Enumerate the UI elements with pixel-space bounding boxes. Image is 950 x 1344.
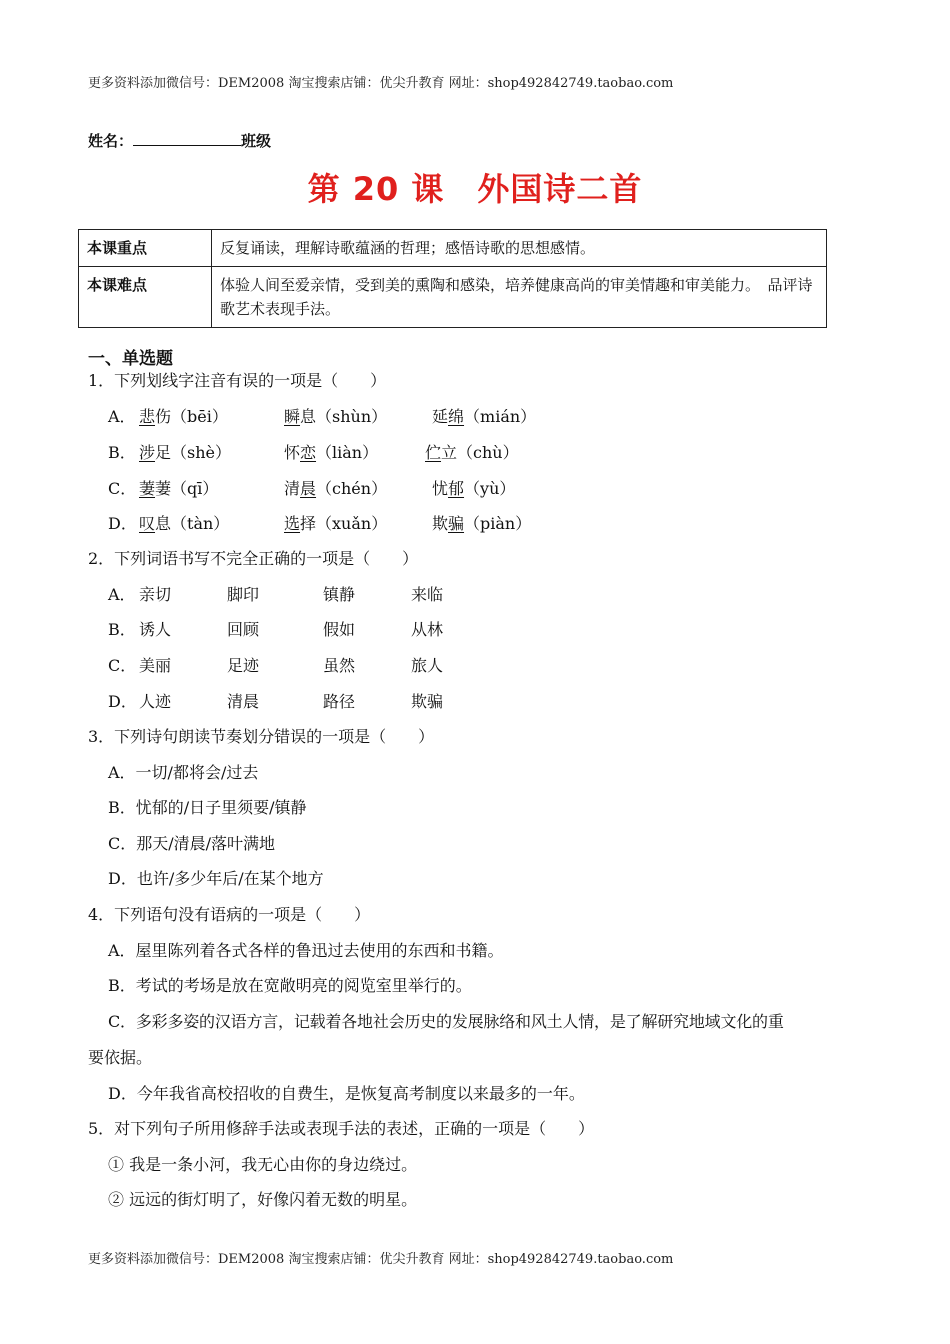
q3-option-b: B．忧郁的/日子里须要/镇静	[108, 798, 307, 817]
q1-label-b: B．	[108, 443, 136, 462]
q2-b-word2: 回顾	[227, 620, 260, 639]
q2-label-a: A．	[108, 585, 136, 604]
q2-a-word3: 镇静	[323, 585, 356, 604]
q3-option-d: D．也许/多少年后/在某个地方	[108, 869, 324, 888]
section-title: 一、单选题	[88, 349, 173, 369]
q4-option-c: C．多彩多姿的汉语方言，记载着各地社会历史的发展脉络和风土人情，是了解研究地域文化的重	[108, 1012, 784, 1031]
q1-a-item1: 悲伤（bēi）	[139, 407, 228, 426]
q2-d-word4: 欺骗	[411, 692, 444, 711]
difficulty-value: 体验人间至爱亲情，受到美的熏陶和感染，培养健康高尚的审美情趣和审美能力。 品评诗歌艺术表现手法。	[212, 267, 827, 328]
q1-b-item2: 怀恋（liàn）	[284, 443, 379, 462]
q1-d-item2: 选择（xuǎn）	[284, 514, 388, 533]
lesson-title: 第 20 课 外国诗二首	[307, 170, 643, 208]
q1-a-item3: 延绵（mián）	[432, 407, 537, 426]
q1-d-item1: 叹息（tàn）	[139, 514, 230, 533]
q1-stem: 1．下列划线字注音有误的一项是（ ）	[88, 371, 387, 390]
q3-option-c: C．那天/清晨/落叶满地	[108, 834, 276, 853]
q1-d-item3: 欺骗（piàn）	[432, 514, 532, 533]
q2-b-word1: 诱人	[139, 620, 172, 639]
q5-item-1: ① 我是一条小河，我无心由你的身边绕过。	[108, 1155, 418, 1174]
q2-d-word1: 人迹	[139, 692, 172, 711]
q1-c-item2: 清晨（chén）	[284, 479, 388, 498]
q2-c-word1: 美丽	[139, 656, 172, 675]
q4-stem: 4．下列语句没有语病的一项是（ ）	[88, 905, 371, 924]
q2-d-word3: 路径	[323, 692, 356, 711]
class-label: 班级	[241, 132, 272, 150]
q2-a-word1: 亲切	[139, 585, 172, 604]
q2-c-word3: 虽然	[323, 656, 356, 675]
q1-label-a: A．	[108, 407, 136, 426]
q2-c-word4: 旅人	[411, 656, 444, 675]
q2-label-d: D．	[108, 692, 137, 711]
q2-b-word4: 从林	[411, 620, 444, 639]
q3-option-a: A．一切/都将会/过去	[108, 763, 259, 782]
q1-b-item1: 涉足（shè）	[139, 443, 232, 462]
q2-label-b: B．	[108, 620, 136, 639]
q4-option-d: D．今年我省高校招收的自费生，是恢复高考制度以来最多的一年。	[108, 1084, 585, 1103]
q2-a-word2: 脚印	[227, 585, 260, 604]
q4-option-b: B．考试的考场是放在宽敞明亮的阅览室里举行的。	[108, 976, 472, 995]
q2-c-word2: 足迹	[227, 656, 260, 675]
q2-a-word4: 来临	[411, 585, 444, 604]
focus-value: 反复诵读，理解诗歌蕴涵的哲理；感悟诗歌的思想感情。	[212, 230, 827, 267]
page-header: 更多资料添加微信号：DEM2008 淘宝搜索店铺：优尖升教育 网址：shop492842749.taobao.com	[88, 76, 674, 91]
q5-stem: 5．对下列句子所用修辞手法或表现手法的表述，正确的一项是（ ）	[88, 1119, 595, 1138]
difficulty-key: 本课难点	[79, 267, 212, 328]
q1-label-d: D．	[108, 514, 137, 533]
focus-key: 本课重点	[79, 230, 212, 267]
q2-label-c: C．	[108, 656, 137, 675]
q2-b-word3: 假如	[323, 620, 356, 639]
q4-option-c-cont: 要依据。	[88, 1048, 153, 1067]
q2-stem: 2．下列词语书写不完全正确的一项是（ ）	[88, 549, 419, 568]
name-label: 姓名：	[88, 132, 134, 150]
q3-stem: 3．下列诗句朗读节奏划分错误的一项是（ ）	[88, 727, 435, 746]
q1-a-item2: 瞬息（shùn）	[284, 407, 388, 426]
q5-item-2: ② 远远的街灯明了，好像闪着无数的明星。	[108, 1190, 418, 1209]
q1-label-c: C．	[108, 479, 137, 498]
q1-b-item3: 伫立（chù）	[425, 443, 519, 462]
page-footer: 更多资料添加微信号：DEM2008 淘宝搜索店铺：优尖升教育 网址：shop492842749.taobao.com	[88, 1252, 674, 1267]
q1-c-item1: 萋萋（qī）	[139, 479, 219, 498]
q1-c-item3: 忧郁（yù）	[432, 479, 516, 498]
q4-option-a: A．屋里陈列着各式各样的鲁迅过去使用的东西和书籍。	[108, 941, 504, 960]
q2-d-word2: 清晨	[227, 692, 260, 711]
